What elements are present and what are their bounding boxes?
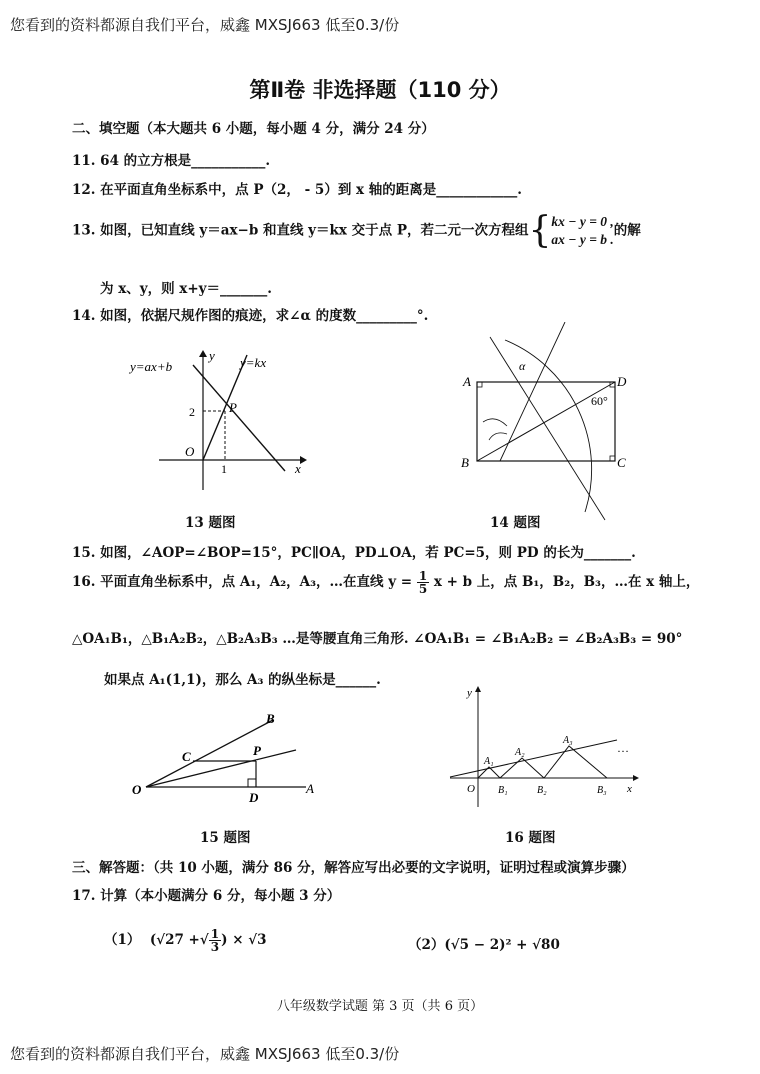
fraction-numerator: 1: [210, 927, 220, 941]
fig16-o-label: O: [467, 783, 475, 795]
figure-13: [125, 345, 315, 495]
fraction-one-third: [209, 928, 221, 953]
fig15-c-label: C: [182, 749, 191, 764]
fig15-d-label: D: [249, 790, 259, 805]
fig14-b-label: B: [461, 455, 469, 470]
question-11: 11. 64 的立方根是___________.: [72, 153, 271, 169]
figure-13-caption: 13 题图: [185, 515, 236, 531]
part-1-expr-a: (√27 +: [149, 932, 200, 948]
fig16-b3-label: B₃: [597, 785, 607, 796]
question-16-text-a: 16. 平面直角坐标系中，点 A₁，A₂，A₃，…在直线 y =: [72, 574, 413, 590]
fig13-line2-label: y=kx: [240, 355, 267, 370]
fig16-ellipsis: …: [617, 741, 629, 755]
fig15-p-label: P: [253, 743, 261, 758]
question-16-line2: △OA₁B₁，△B₁A₂B₂，△B₂A₃B₃ …是等腰直角三角形. ∠OA₁B₁ = ∠B₁A₂B₂ = ∠B₂A₃B₃ = 90°: [72, 631, 683, 647]
watermark-top: 您看到的资料都源自我们平台，威鑫 MXSJ663 低至0.3/份: [10, 16, 400, 34]
question-12: 12. 在平面直角坐标系中，点 P（2， - 5）到 x 轴的距离是____________.: [72, 182, 522, 198]
figure-15: [128, 705, 328, 815]
figure-16-caption: 16 题图: [505, 830, 556, 846]
page-title: 第Ⅱ卷 非选择题（110 分）: [249, 78, 511, 102]
equation-2: ax − y = b .: [551, 232, 614, 248]
fig13-line1-label: y=ax+b: [130, 359, 173, 374]
fig16-y-label: y: [467, 687, 472, 699]
part-1-label: （1）: [104, 932, 141, 948]
fig14-d-label: D: [617, 374, 627, 389]
fig15-o-label: O: [132, 782, 142, 797]
fig15-b-label: B: [266, 711, 275, 726]
fig16-a1-label: A₁: [484, 756, 494, 767]
figure-15-caption: 15 题图: [200, 830, 251, 846]
question-13-suffix: 的解: [613, 222, 641, 239]
fig16-a3-label: A₃: [563, 735, 573, 746]
fig14-angle-label: 60°: [591, 394, 608, 408]
fig13-y-label: y: [209, 348, 215, 363]
section-3-heading: 三、解答题：（共 10 小题，满分 86 分，解答应写出必要的文字说明，证明过程或演算步骤）: [72, 860, 635, 876]
question-16-line1: [72, 570, 699, 595]
fraction-one-fifth: [417, 570, 429, 595]
fig13-tick-1: 1: [221, 462, 227, 476]
question-15: 15. 如图，∠AOP=∠BOP=15°，PC∥OA，PD⊥OA，若 PC=5，则 PD 的长为_______.: [72, 545, 636, 561]
equation-system: [551, 213, 613, 249]
question-16-text-b: x + b 上，点 B₁，B₂，B₃，…在 x 轴上，: [433, 574, 700, 590]
question-16-line3: 如果点 A₁(1,1)，那么 A₃ 的纵坐标是______.: [104, 672, 381, 688]
fig13-p-label: P: [229, 400, 237, 415]
figure-14-caption: 14 题图: [490, 515, 541, 531]
fraction-denominator: 5: [418, 582, 428, 596]
part-2-label: （2）: [408, 937, 445, 953]
fig13-o-label: O: [185, 444, 195, 459]
question-17-part-2: [408, 933, 560, 953]
fig16-b2-label: B₂: [537, 785, 547, 796]
question-17-heading: 17. 计算（本小题满分 6 分，每小题 3 分）: [72, 888, 341, 904]
fig14-alpha-label: α: [519, 359, 526, 373]
part-1-expr-b: ) × √3: [221, 932, 267, 948]
fig16-a2-label: A₂: [515, 747, 525, 758]
fig14-c-label: C: [617, 455, 626, 470]
question-13-text: 13. 如图，已知直线 y＝ax−b 和直线 y＝kx 交于点 P，若二元一次方程组: [72, 222, 529, 239]
fig16-b1-label: B₁: [498, 785, 508, 796]
question-14: 14. 如图，依据尺规作图的痕迹，求∠α 的度数_________°.: [72, 308, 429, 324]
fig14-a-label: A: [463, 374, 471, 389]
fraction-numerator: 1: [418, 569, 428, 583]
page-footer: 八年级数学试题 第 3 页（共 6 页）: [276, 999, 484, 1014]
watermark-bottom: 您看到的资料都源自我们平台，威鑫 MXSJ663 低至0.3/份: [10, 1045, 400, 1063]
question-13-line1: [72, 210, 641, 252]
question-13-line2: 为 x、y，则 x+y＝_______.: [100, 281, 272, 297]
equation-1: kx − y = 0 ,: [551, 214, 614, 229]
part-2-expr: (√5 − 2)² + √80: [444, 937, 560, 953]
fig15-a-label: A: [306, 781, 314, 796]
figure-14: [455, 322, 650, 522]
equation-brace: {: [528, 210, 552, 252]
section-2-heading: 二、填空题（本大题共 6 小题，每小题 4 分，满分 24 分）: [72, 121, 435, 137]
fraction-denominator: 3: [210, 940, 220, 954]
fig16-x-label: x: [627, 783, 632, 795]
figure-16: [445, 682, 645, 812]
fig13-tick-2: 2: [189, 405, 195, 419]
question-17-part-1: （1） (√27 +√ $\frac{1}{3}$ ) × √3: [104, 927, 267, 954]
fig13-x-label: x: [295, 461, 301, 476]
